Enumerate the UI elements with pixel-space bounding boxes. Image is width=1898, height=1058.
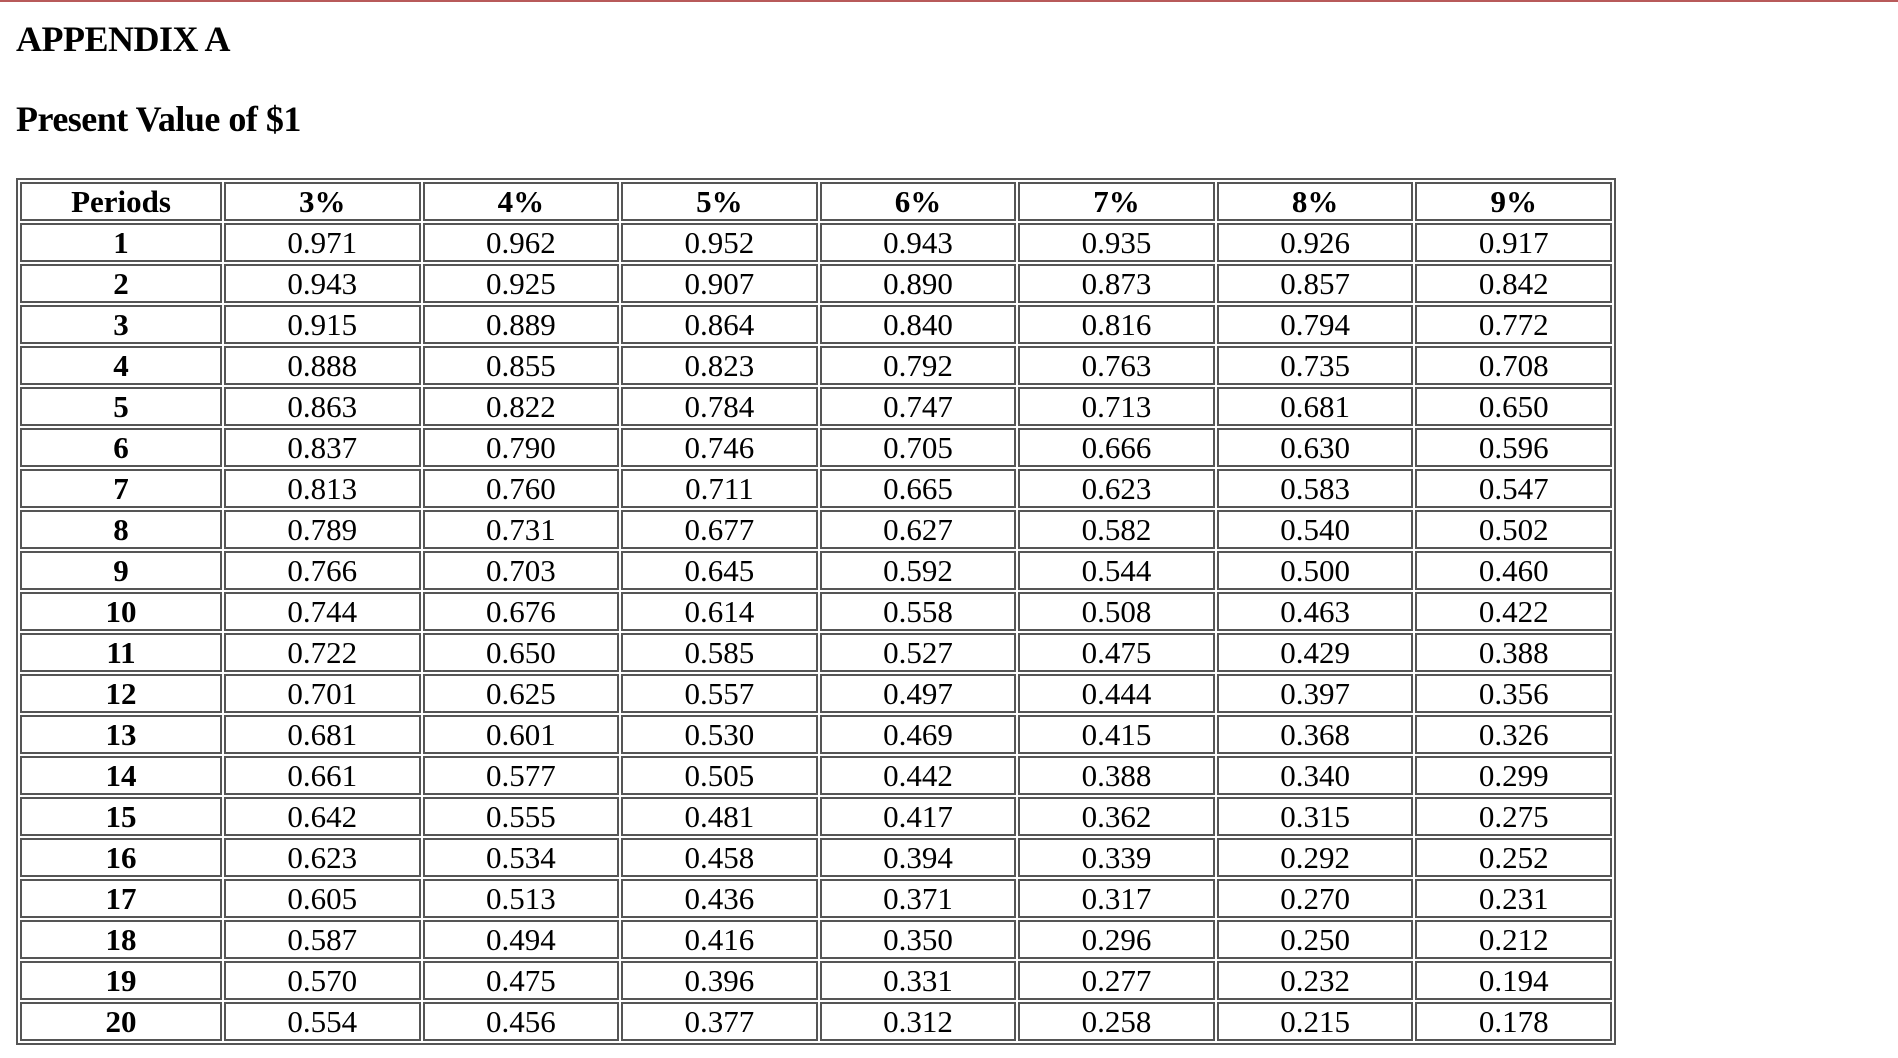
appendix-heading: APPENDIX A	[16, 19, 231, 59]
pv-factor-cell: 0.842	[1415, 264, 1612, 303]
table-row	[20, 674, 1612, 713]
period-cell: 20	[20, 1002, 222, 1041]
period-cell: 16	[20, 838, 222, 877]
pv-factor-cell: 0.701	[224, 674, 421, 713]
pv-factor-cell: 0.661	[224, 756, 421, 795]
pv-factor-cell: 0.614	[621, 592, 818, 631]
column-header-rate: 5%	[621, 182, 818, 221]
pv-factor-cell: 0.339	[1018, 838, 1215, 877]
column-header-periods: Periods	[20, 182, 222, 221]
pv-factor-cell: 0.627	[820, 510, 1017, 549]
table-row	[20, 879, 1612, 918]
pv-factor-cell: 0.429	[1217, 633, 1414, 672]
pv-factor-cell: 0.258	[1018, 1002, 1215, 1041]
pv-factor-cell: 0.816	[1018, 305, 1215, 344]
table-row	[20, 961, 1612, 1000]
pv-factor-cell: 0.772	[1415, 305, 1612, 344]
pv-factor-cell: 0.962	[423, 223, 620, 262]
table-header-row	[20, 182, 1612, 221]
pv-factor-cell: 0.890	[820, 264, 1017, 303]
pv-factor-cell: 0.722	[224, 633, 421, 672]
column-header-rate: 7%	[1018, 182, 1215, 221]
pv-factor-cell: 0.645	[621, 551, 818, 590]
period-cell: 10	[20, 592, 222, 631]
pv-factor-cell: 0.530	[621, 715, 818, 754]
pv-factor-cell: 0.458	[621, 838, 818, 877]
pv-factor-cell: 0.231	[1415, 879, 1612, 918]
pv-factor-cell: 0.436	[621, 879, 818, 918]
pv-factor-cell: 0.592	[820, 551, 1017, 590]
period-cell: 9	[20, 551, 222, 590]
pv-factor-cell: 0.587	[224, 920, 421, 959]
pv-factor-cell: 0.415	[1018, 715, 1215, 754]
pv-factor-cell: 0.605	[224, 879, 421, 918]
pv-factor-cell: 0.926	[1217, 223, 1414, 262]
table-row	[20, 223, 1612, 262]
pv-factor-cell: 0.544	[1018, 551, 1215, 590]
pv-factor-cell: 0.356	[1415, 674, 1612, 713]
table-row	[20, 797, 1612, 836]
table-row	[20, 1002, 1612, 1041]
pv-factor-cell: 0.650	[423, 633, 620, 672]
period-cell: 8	[20, 510, 222, 549]
pv-factor-cell: 0.630	[1217, 428, 1414, 467]
pv-factor-cell: 0.705	[820, 428, 1017, 467]
pv-factor-cell: 0.971	[224, 223, 421, 262]
pv-factor-cell: 0.558	[820, 592, 1017, 631]
period-cell: 17	[20, 879, 222, 918]
pv-factor-cell: 0.577	[423, 756, 620, 795]
pv-factor-cell: 0.666	[1018, 428, 1215, 467]
pv-factor-cell: 0.813	[224, 469, 421, 508]
pv-factor-cell: 0.270	[1217, 879, 1414, 918]
period-cell: 14	[20, 756, 222, 795]
pv-factor-cell: 0.540	[1217, 510, 1414, 549]
pv-factor-cell: 0.735	[1217, 346, 1414, 385]
table-row	[20, 264, 1612, 303]
pv-factor-cell: 0.917	[1415, 223, 1612, 262]
pv-factor-cell: 0.837	[224, 428, 421, 467]
pv-factor-cell: 0.422	[1415, 592, 1612, 631]
pv-factor-cell: 0.497	[820, 674, 1017, 713]
pv-factor-cell: 0.554	[224, 1002, 421, 1041]
pv-factor-cell: 0.377	[621, 1002, 818, 1041]
period-cell: 11	[20, 633, 222, 672]
pv-factor-cell: 0.794	[1217, 305, 1414, 344]
table-title: Present Value of $1	[16, 99, 301, 139]
pv-factor-cell: 0.312	[820, 1002, 1017, 1041]
pv-factor-cell: 0.570	[224, 961, 421, 1000]
pv-factor-cell: 0.763	[1018, 346, 1215, 385]
table-row	[20, 756, 1612, 795]
pv-factor-cell: 0.315	[1217, 797, 1414, 836]
pv-factor-cell: 0.442	[820, 756, 1017, 795]
pv-factor-cell: 0.585	[621, 633, 818, 672]
pv-factor-cell: 0.299	[1415, 756, 1612, 795]
pv-factor-cell: 0.397	[1217, 674, 1414, 713]
table-row	[20, 715, 1612, 754]
pv-factor-cell: 0.935	[1018, 223, 1215, 262]
pv-factor-cell: 0.864	[621, 305, 818, 344]
pv-factor-cell: 0.557	[621, 674, 818, 713]
pv-factor-cell: 0.371	[820, 879, 1017, 918]
table-body	[20, 223, 1612, 1041]
pv-factor-cell: 0.212	[1415, 920, 1612, 959]
pv-factor-cell: 0.596	[1415, 428, 1612, 467]
pv-factor-cell: 0.925	[423, 264, 620, 303]
pv-factor-cell: 0.766	[224, 551, 421, 590]
pv-factor-cell: 0.296	[1018, 920, 1215, 959]
pv-factor-cell: 0.350	[820, 920, 1017, 959]
period-cell: 19	[20, 961, 222, 1000]
pv-factor-cell: 0.277	[1018, 961, 1215, 1000]
pv-factor-cell: 0.863	[224, 387, 421, 426]
pv-factor-cell: 0.388	[1415, 633, 1612, 672]
pv-factor-cell: 0.681	[224, 715, 421, 754]
pv-factor-cell: 0.502	[1415, 510, 1612, 549]
pv-factor-cell: 0.232	[1217, 961, 1414, 1000]
pv-factor-cell: 0.527	[820, 633, 1017, 672]
pv-factor-cell: 0.792	[820, 346, 1017, 385]
pv-factor-cell: 0.582	[1018, 510, 1215, 549]
period-cell: 18	[20, 920, 222, 959]
pv-factor-cell: 0.463	[1217, 592, 1414, 631]
pv-factor-cell: 0.822	[423, 387, 620, 426]
table-row	[20, 510, 1612, 549]
pv-factor-cell: 0.475	[423, 961, 620, 1000]
pv-factor-cell: 0.178	[1415, 1002, 1612, 1041]
pv-factor-cell: 0.907	[621, 264, 818, 303]
pv-factor-cell: 0.857	[1217, 264, 1414, 303]
pv-factor-cell: 0.708	[1415, 346, 1612, 385]
pv-factor-cell: 0.340	[1217, 756, 1414, 795]
pv-factor-cell: 0.943	[820, 223, 1017, 262]
pv-factor-cell: 0.508	[1018, 592, 1215, 631]
pv-factor-cell: 0.396	[621, 961, 818, 1000]
pv-factor-cell: 0.760	[423, 469, 620, 508]
pv-factor-cell: 0.731	[423, 510, 620, 549]
period-cell: 13	[20, 715, 222, 754]
pv-factor-cell: 0.625	[423, 674, 620, 713]
pv-factor-cell: 0.513	[423, 879, 620, 918]
column-header-rate: 6%	[820, 182, 1017, 221]
pv-factor-cell: 0.388	[1018, 756, 1215, 795]
pv-factor-cell: 0.583	[1217, 469, 1414, 508]
pv-factor-cell: 0.252	[1415, 838, 1612, 877]
present-value-table	[16, 178, 1616, 1045]
period-cell: 15	[20, 797, 222, 836]
table-row	[20, 920, 1612, 959]
pv-factor-cell: 0.790	[423, 428, 620, 467]
pv-factor-cell: 0.744	[224, 592, 421, 631]
table-row	[20, 305, 1612, 344]
column-header-rate: 8%	[1217, 182, 1414, 221]
pv-factor-cell: 0.481	[621, 797, 818, 836]
pv-factor-cell: 0.215	[1217, 1002, 1414, 1041]
pv-factor-cell: 0.555	[423, 797, 620, 836]
pv-factor-cell: 0.534	[423, 838, 620, 877]
top-divider	[0, 0, 1898, 2]
pv-factor-cell: 0.746	[621, 428, 818, 467]
pv-factor-cell: 0.194	[1415, 961, 1612, 1000]
pv-factor-cell: 0.676	[423, 592, 620, 631]
table-row	[20, 469, 1612, 508]
pv-factor-cell: 0.500	[1217, 551, 1414, 590]
period-cell: 1	[20, 223, 222, 262]
pv-factor-cell: 0.317	[1018, 879, 1215, 918]
table-row	[20, 346, 1612, 385]
period-cell: 5	[20, 387, 222, 426]
pv-factor-cell: 0.362	[1018, 797, 1215, 836]
pv-factor-cell: 0.547	[1415, 469, 1612, 508]
pv-factor-cell: 0.601	[423, 715, 620, 754]
pv-factor-cell: 0.394	[820, 838, 1017, 877]
column-header-rate: 3%	[224, 182, 421, 221]
period-cell: 6	[20, 428, 222, 467]
pv-factor-cell: 0.952	[621, 223, 818, 262]
table-row	[20, 592, 1612, 631]
pv-factor-cell: 0.840	[820, 305, 1017, 344]
period-cell: 4	[20, 346, 222, 385]
pv-factor-cell: 0.677	[621, 510, 818, 549]
pv-factor-cell: 0.416	[621, 920, 818, 959]
column-header-rate: 9%	[1415, 182, 1612, 221]
table-row	[20, 838, 1612, 877]
pv-factor-cell: 0.681	[1217, 387, 1414, 426]
pv-factor-cell: 0.250	[1217, 920, 1414, 959]
pv-factor-cell: 0.326	[1415, 715, 1612, 754]
table-row	[20, 428, 1612, 467]
pv-factor-cell: 0.943	[224, 264, 421, 303]
period-cell: 7	[20, 469, 222, 508]
pv-factor-cell: 0.888	[224, 346, 421, 385]
pv-factor-cell: 0.331	[820, 961, 1017, 1000]
column-header-rate: 4%	[423, 182, 620, 221]
pv-factor-cell: 0.368	[1217, 715, 1414, 754]
pv-factor-cell: 0.873	[1018, 264, 1215, 303]
pv-factor-cell: 0.505	[621, 756, 818, 795]
pv-factor-cell: 0.703	[423, 551, 620, 590]
pv-factor-cell: 0.475	[1018, 633, 1215, 672]
period-cell: 3	[20, 305, 222, 344]
pv-factor-cell: 0.747	[820, 387, 1017, 426]
pv-factor-cell: 0.665	[820, 469, 1017, 508]
pv-factor-cell: 0.444	[1018, 674, 1215, 713]
table-row	[20, 551, 1612, 590]
period-cell: 2	[20, 264, 222, 303]
pv-factor-cell: 0.494	[423, 920, 620, 959]
pv-factor-cell: 0.275	[1415, 797, 1612, 836]
pv-factor-cell: 0.623	[1018, 469, 1215, 508]
pv-factor-cell: 0.642	[224, 797, 421, 836]
table-row	[20, 633, 1612, 672]
pv-factor-cell: 0.855	[423, 346, 620, 385]
pv-factor-cell: 0.460	[1415, 551, 1612, 590]
pv-factor-cell: 0.623	[224, 838, 421, 877]
pv-factor-cell: 0.469	[820, 715, 1017, 754]
pv-factor-cell: 0.292	[1217, 838, 1414, 877]
pv-factor-cell: 0.711	[621, 469, 818, 508]
pv-factor-cell: 0.784	[621, 387, 818, 426]
pv-factor-cell: 0.417	[820, 797, 1017, 836]
pv-factor-cell: 0.456	[423, 1002, 620, 1041]
pv-factor-cell: 0.889	[423, 305, 620, 344]
period-cell: 12	[20, 674, 222, 713]
pv-factor-cell: 0.650	[1415, 387, 1612, 426]
pv-factor-cell: 0.713	[1018, 387, 1215, 426]
pv-factor-cell: 0.915	[224, 305, 421, 344]
table-row	[20, 387, 1612, 426]
pv-factor-cell: 0.789	[224, 510, 421, 549]
pv-factor-cell: 0.823	[621, 346, 818, 385]
